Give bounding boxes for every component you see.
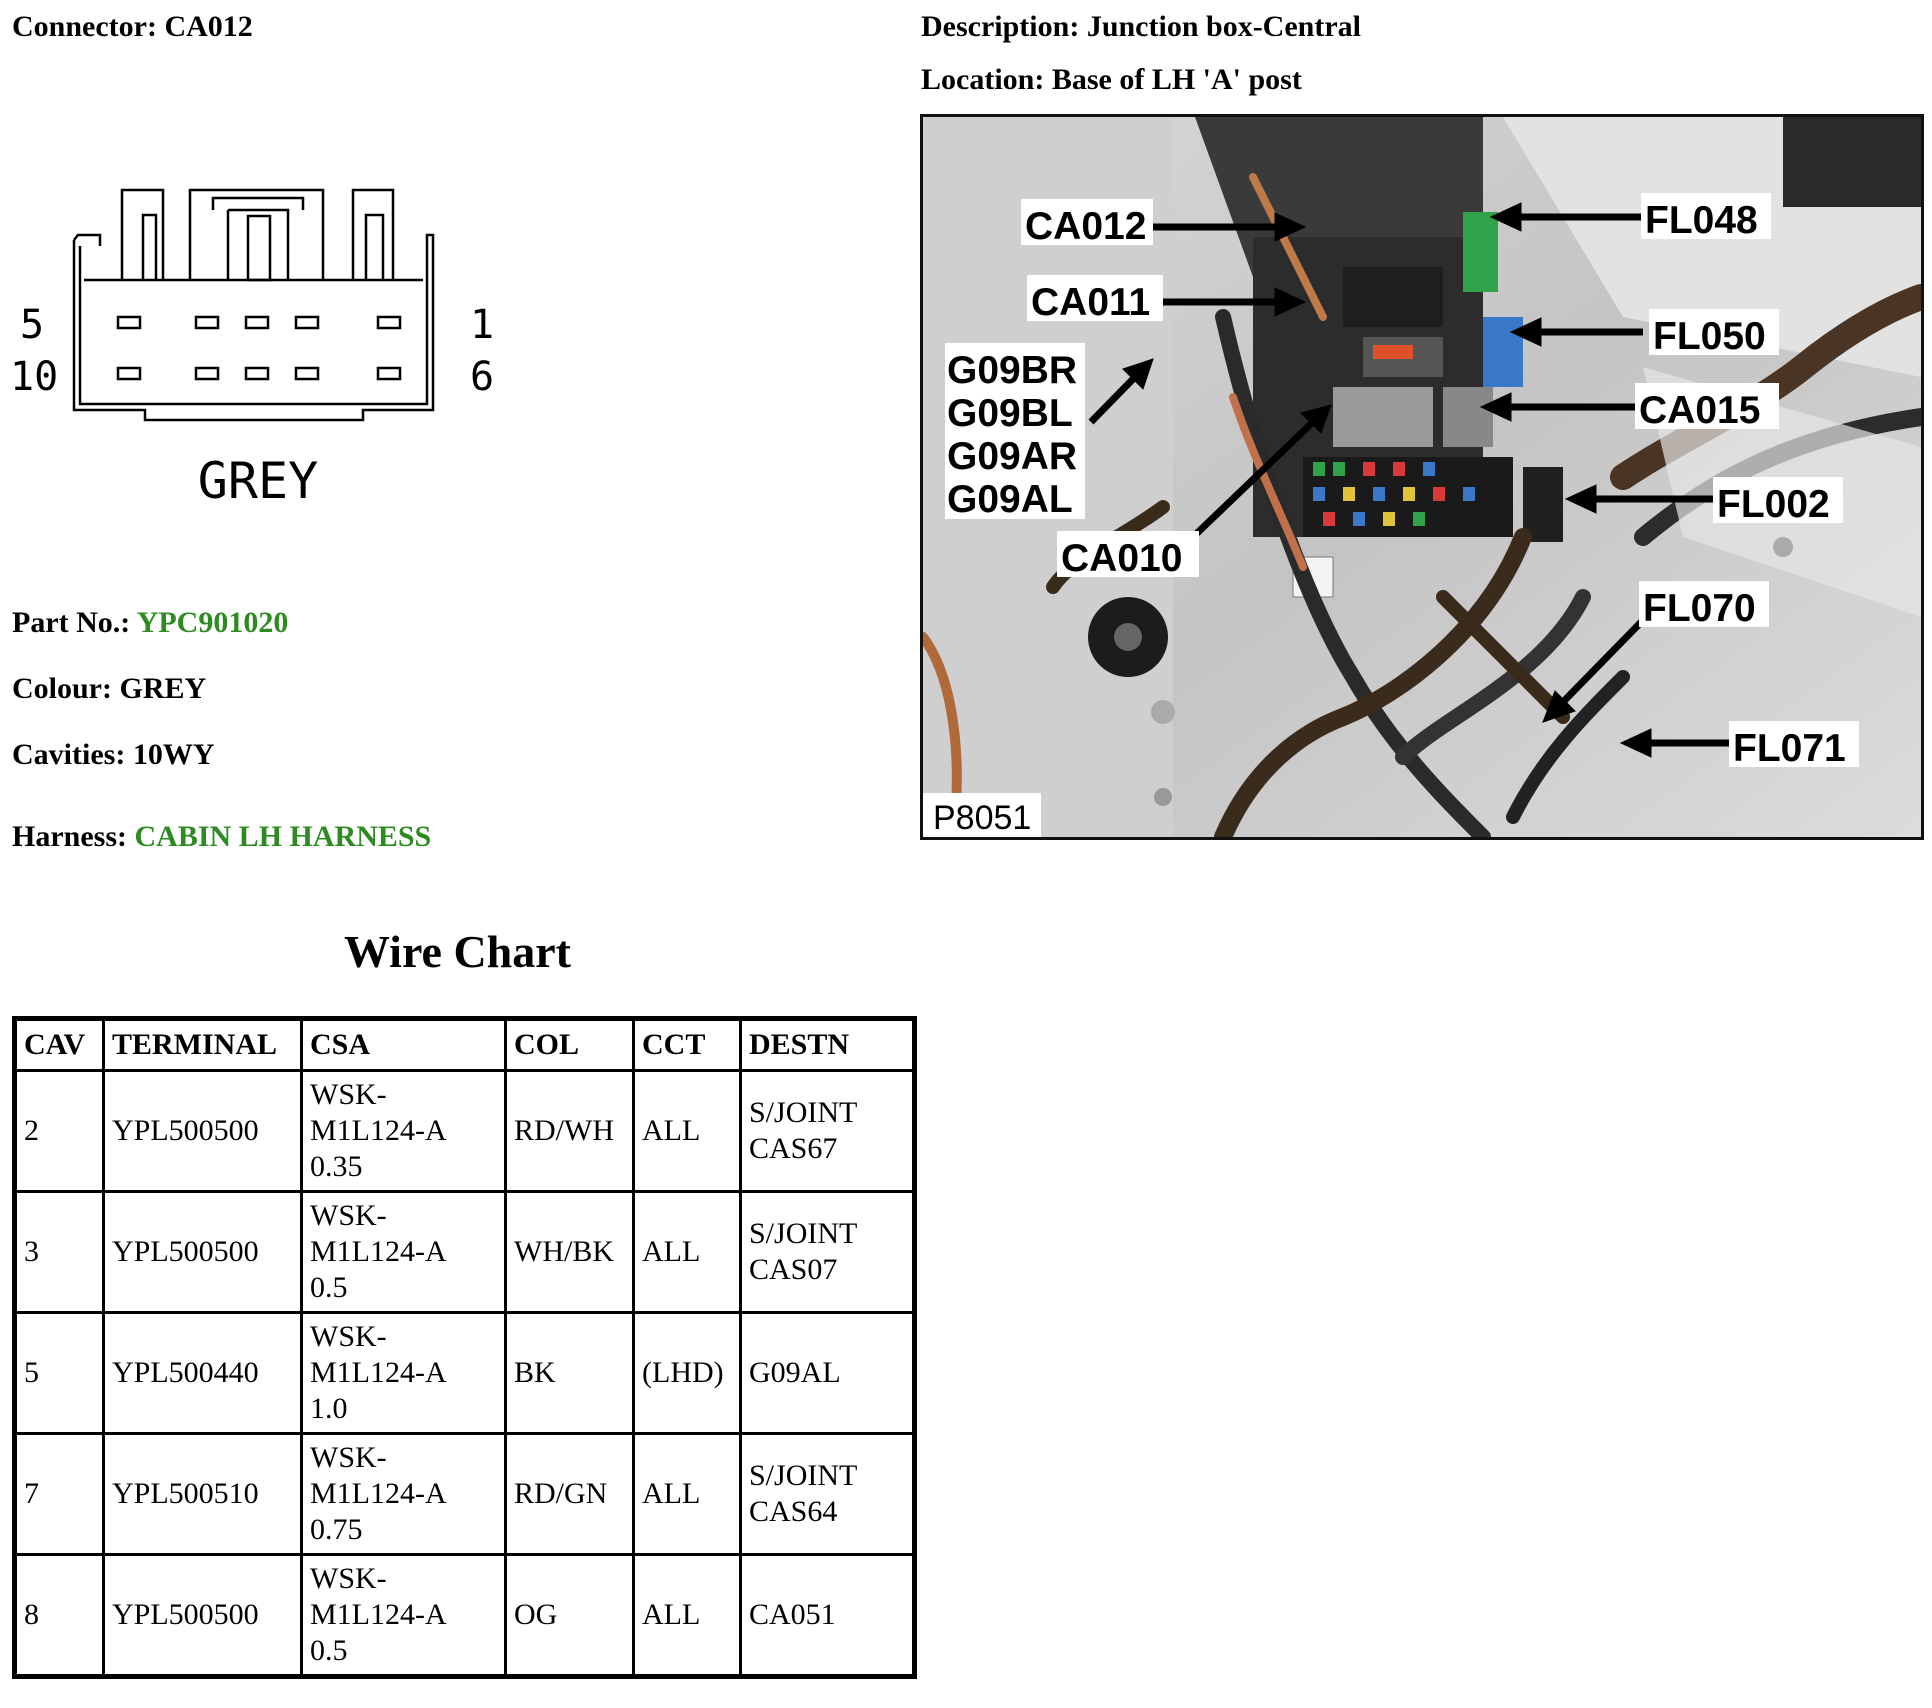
cell-terminal: YPL500510 — [104, 1434, 302, 1555]
table-row — [15, 1434, 915, 1555]
connector-face-diagram — [8, 180, 508, 520]
connector-line — [12, 10, 253, 44]
csa-line: WSK- — [310, 1199, 387, 1232]
table-row — [15, 1071, 915, 1192]
destn-line: CAS64 — [749, 1495, 838, 1528]
connector-label: Connector: — [12, 10, 157, 43]
csa-line: M1L124-A — [310, 1235, 447, 1268]
photo-reference: P8051 — [933, 799, 1032, 837]
harness-line — [12, 820, 431, 854]
location-label: Location: — [921, 63, 1045, 96]
callout-g09br: G09BR — [947, 349, 1078, 392]
location-photo — [920, 114, 1924, 840]
cavities-value: 10WY — [132, 738, 215, 771]
description-line — [921, 10, 1361, 44]
callout-fl071: FL071 — [1733, 727, 1846, 770]
colour-label: Colour: — [12, 672, 112, 705]
csa-line: WSK- — [310, 1320, 387, 1353]
csa-line: WSK- — [310, 1441, 387, 1474]
col-header-cct: CCT — [634, 1019, 741, 1071]
cell-destn — [741, 1313, 915, 1434]
cell-csa — [302, 1313, 506, 1434]
cell-col: RD/WH — [506, 1071, 634, 1192]
destn-line: S/JOINT — [749, 1217, 858, 1250]
destn-line: CAS07 — [749, 1253, 838, 1286]
cavities-label: Cavities: — [12, 738, 126, 771]
col-header-cav: CAV — [15, 1019, 104, 1071]
cell-terminal: YPL500500 — [104, 1071, 302, 1192]
cell-terminal: YPL500500 — [104, 1192, 302, 1313]
col-header-col: COL — [506, 1019, 634, 1071]
callout-g09bl: G09BL — [947, 392, 1073, 435]
cell-col: RD/GN — [506, 1434, 634, 1555]
colour-caption: GREY — [197, 452, 319, 510]
cell-cct: ALL — [634, 1555, 741, 1677]
pin-label-1: 1 — [470, 302, 495, 348]
colour-line — [12, 672, 206, 706]
cell-terminal: YPL500500 — [104, 1555, 302, 1677]
table-row — [15, 1555, 915, 1677]
cell-destn — [741, 1071, 915, 1192]
cavities-line — [12, 738, 214, 772]
wire-chart-title: Wire Chart — [344, 926, 571, 977]
part-no-line — [12, 606, 288, 640]
destn-line: G09AL — [749, 1356, 841, 1389]
csa-line: 0.5 — [310, 1634, 348, 1667]
callout-g09ar: G09AR — [947, 435, 1078, 478]
pin-label-5: 5 — [20, 302, 45, 348]
cell-col: OG — [506, 1555, 634, 1677]
callout-fl070: FL070 — [1643, 587, 1756, 630]
callout-ca010: CA010 — [1061, 537, 1183, 580]
wire-chart-table — [12, 1016, 917, 1679]
col-header-csa: CSA — [302, 1019, 506, 1071]
destn-line: S/JOINT — [749, 1459, 858, 1492]
cell-csa — [302, 1071, 506, 1192]
callout-fl050: FL050 — [1653, 315, 1766, 358]
part-no-label: Part No.: — [12, 606, 131, 639]
cell-cct: ALL — [634, 1071, 741, 1192]
table-row — [15, 1192, 915, 1313]
connector-value: CA012 — [164, 10, 253, 43]
destn-line: CAS67 — [749, 1132, 838, 1165]
callout-fl002: FL002 — [1717, 483, 1830, 526]
cell-destn — [741, 1192, 915, 1313]
callout-fl048: FL048 — [1645, 199, 1758, 242]
pin-label-6: 6 — [470, 354, 495, 400]
csa-line: M1L124-A — [310, 1356, 447, 1389]
cell-cav: 3 — [15, 1192, 104, 1313]
destn-line: S/JOINT — [749, 1096, 858, 1129]
csa-line: WSK- — [310, 1078, 387, 1111]
harness-label: Harness: — [12, 820, 127, 853]
cell-col: WH/BK — [506, 1192, 634, 1313]
csa-line: M1L124-A — [310, 1598, 447, 1631]
csa-line: WSK- — [310, 1562, 387, 1595]
cell-cav: 7 — [15, 1434, 104, 1555]
cell-csa — [302, 1192, 506, 1313]
csa-line: M1L124-A — [310, 1477, 447, 1510]
wire-chart-header-row — [15, 1019, 915, 1071]
cell-terminal: YPL500440 — [104, 1313, 302, 1434]
destn-line: CA051 — [749, 1598, 836, 1631]
description-label: Description: — [921, 10, 1080, 43]
table-row — [15, 1313, 915, 1434]
callout-ca015: CA015 — [1639, 389, 1761, 432]
callout-ca012: CA012 — [1025, 205, 1147, 248]
part-no-value[interactable]: YPC901020 — [136, 606, 289, 639]
colour-value: GREY — [119, 672, 207, 705]
location-line — [921, 63, 1302, 97]
cell-cct: (LHD) — [634, 1313, 741, 1434]
csa-line: 0.5 — [310, 1271, 348, 1304]
col-header-destn: DESTN — [741, 1019, 915, 1071]
callout-g09al: G09AL — [947, 478, 1073, 521]
cell-cct: ALL — [634, 1434, 741, 1555]
cell-destn — [741, 1555, 915, 1677]
location-value: Base of LH 'A' post — [1051, 63, 1302, 96]
cell-csa — [302, 1555, 506, 1677]
cell-col: BK — [506, 1313, 634, 1434]
csa-line: M1L124-A — [310, 1114, 447, 1147]
harness-value[interactable]: CABIN LH HARNESS — [134, 820, 432, 853]
csa-line: 1.0 — [310, 1392, 348, 1425]
csa-line: 0.75 — [310, 1513, 363, 1546]
description-value: Junction box-Central — [1086, 10, 1361, 43]
location-photo-illustration — [923, 117, 1921, 837]
cell-cav: 8 — [15, 1555, 104, 1677]
cell-cav: 5 — [15, 1313, 104, 1434]
cell-destn — [741, 1434, 915, 1555]
cell-cct: ALL — [634, 1192, 741, 1313]
csa-line: 0.35 — [310, 1150, 363, 1183]
col-header-terminal: TERMINAL — [104, 1019, 302, 1071]
callout-ca011: CA011 — [1031, 281, 1151, 324]
cell-csa — [302, 1434, 506, 1555]
pin-label-10: 10 — [10, 354, 59, 400]
cell-cav: 2 — [15, 1071, 104, 1192]
